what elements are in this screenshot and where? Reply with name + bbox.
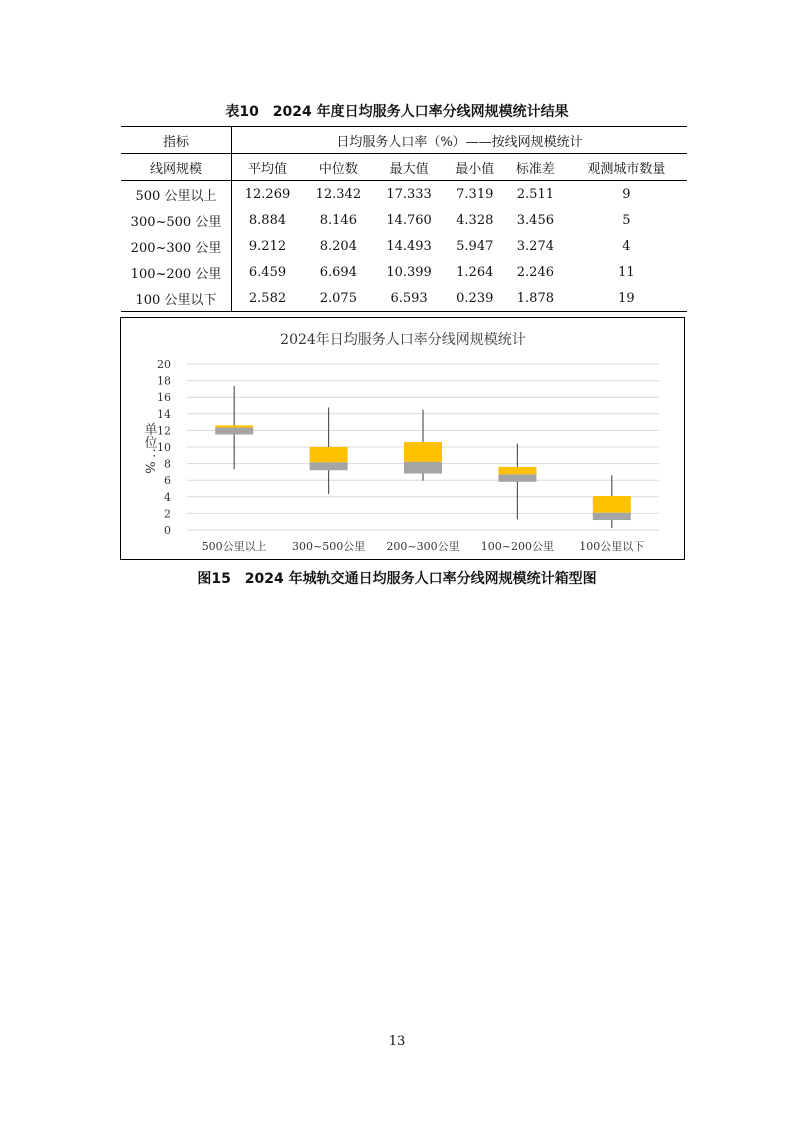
table-cell: 8.884: [248, 212, 287, 228]
x-tick-label: 300~500公里: [291, 540, 366, 553]
table-cell: 6.694: [319, 264, 357, 280]
table-cell: 2.075: [303, 285, 374, 312]
header-indicator: 指标: [121, 127, 232, 154]
figure-caption: 图15 2024 年城轨交通日均服务人口率分线网规模统计箱型图: [197, 571, 597, 587]
y-tick-label: 4: [164, 490, 171, 504]
table-cell: 6.459: [248, 264, 287, 280]
table-cell: 200~300 公里: [121, 233, 232, 259]
header-col: 最大值: [374, 154, 445, 181]
table-cell: 9.212: [248, 238, 287, 254]
table-cell: 5.947: [456, 238, 494, 254]
header-col: 标准差: [505, 154, 566, 181]
table-cell: 0.239: [444, 285, 505, 312]
table-row: [121, 181, 687, 208]
box-lower: [310, 462, 348, 470]
box-lower: [498, 474, 536, 481]
stats-table: [121, 126, 687, 312]
table-header-row-2: [121, 154, 687, 181]
table-cell: 11: [618, 264, 635, 280]
x-tick-label: 200~300公里: [386, 540, 460, 553]
table-cell: 14.493: [386, 238, 432, 254]
box-plot-chart: [121, 318, 684, 559]
x-tick-label: 100公里以下: [579, 540, 645, 553]
table-row: [121, 233, 687, 259]
table-cell: 1.264: [456, 264, 494, 280]
table-cell: 4.328: [456, 212, 494, 228]
y-tick-label: 16: [157, 391, 171, 405]
x-tick-label: 500公里以上: [201, 540, 267, 553]
y-tick-label: 8: [164, 457, 171, 471]
box-lower: [215, 428, 253, 435]
y-axis-label: 单位：%: [141, 422, 157, 474]
chart-container: [120, 317, 685, 560]
box-lower: [593, 513, 631, 520]
box-lower: [404, 462, 442, 474]
table-cell: 17.333: [386, 186, 432, 202]
table-cell: 4: [622, 238, 631, 254]
header-col: 观测城市数量: [566, 154, 687, 181]
table-cell: 500 公里以上: [121, 181, 232, 208]
x-tick-label: 100~200公里: [480, 540, 555, 553]
table-cell: 7.319: [456, 186, 494, 202]
table-cell: 2.582: [232, 285, 304, 312]
y-tick-label: 20: [157, 358, 171, 371]
y-tick-label: 18: [157, 374, 171, 388]
y-tick-label: 2: [164, 507, 171, 521]
box-upper: [404, 442, 442, 462]
table-cell: 6.593: [374, 285, 445, 312]
table-row: [121, 207, 687, 233]
box-upper: [498, 467, 536, 475]
table-cell: 12.342: [315, 186, 362, 202]
table-cell: 14.760: [386, 212, 432, 228]
box-upper: [593, 496, 631, 513]
table-cell: 5: [622, 212, 631, 228]
table-cell: 300~500 公里: [121, 207, 232, 233]
table-cell: 1.878: [505, 285, 566, 312]
y-tick-label: 14: [157, 407, 171, 421]
y-tick-label: 0: [164, 524, 171, 537]
table-cell: 3.274: [516, 238, 554, 254]
header-col: 线网规模: [121, 154, 232, 181]
header-col: 最小值: [444, 154, 505, 181]
table-cell: 12.269: [244, 186, 291, 202]
table-cell: 2.511: [516, 186, 554, 202]
chart-title: 2024年日均服务人口率分线网规模统计: [280, 332, 526, 348]
table-title: 表10 2024 年度日均服务人口率分线网规模统计结果: [225, 104, 569, 120]
header-span: 日均服务人口率（%）——按线网规模统计: [232, 127, 688, 154]
table-cell: 10.399: [386, 264, 432, 280]
y-tick-label: 12: [157, 424, 171, 438]
y-tick-label: 6: [164, 474, 171, 488]
table-cell: 19: [566, 285, 687, 312]
y-tick-label: 10: [157, 441, 171, 454]
header-col: 中位数: [303, 154, 374, 181]
table-cell: 2.246: [516, 264, 554, 280]
page-number: 13: [388, 1034, 406, 1049]
table-cell: 3.456: [516, 212, 554, 228]
table-cell: 8.146: [319, 212, 357, 228]
table-cell: 100 公里以下: [121, 285, 232, 312]
table-cell: 8.204: [319, 238, 357, 254]
header-col: 平均值: [232, 154, 304, 181]
table-cell: 9: [622, 186, 631, 202]
table-row: [121, 259, 687, 285]
box-upper: [310, 447, 348, 462]
box-upper: [215, 425, 253, 427]
table-header-row-1: [121, 127, 687, 154]
table-row: [121, 285, 687, 312]
table-cell: 100~200 公里: [121, 259, 232, 285]
